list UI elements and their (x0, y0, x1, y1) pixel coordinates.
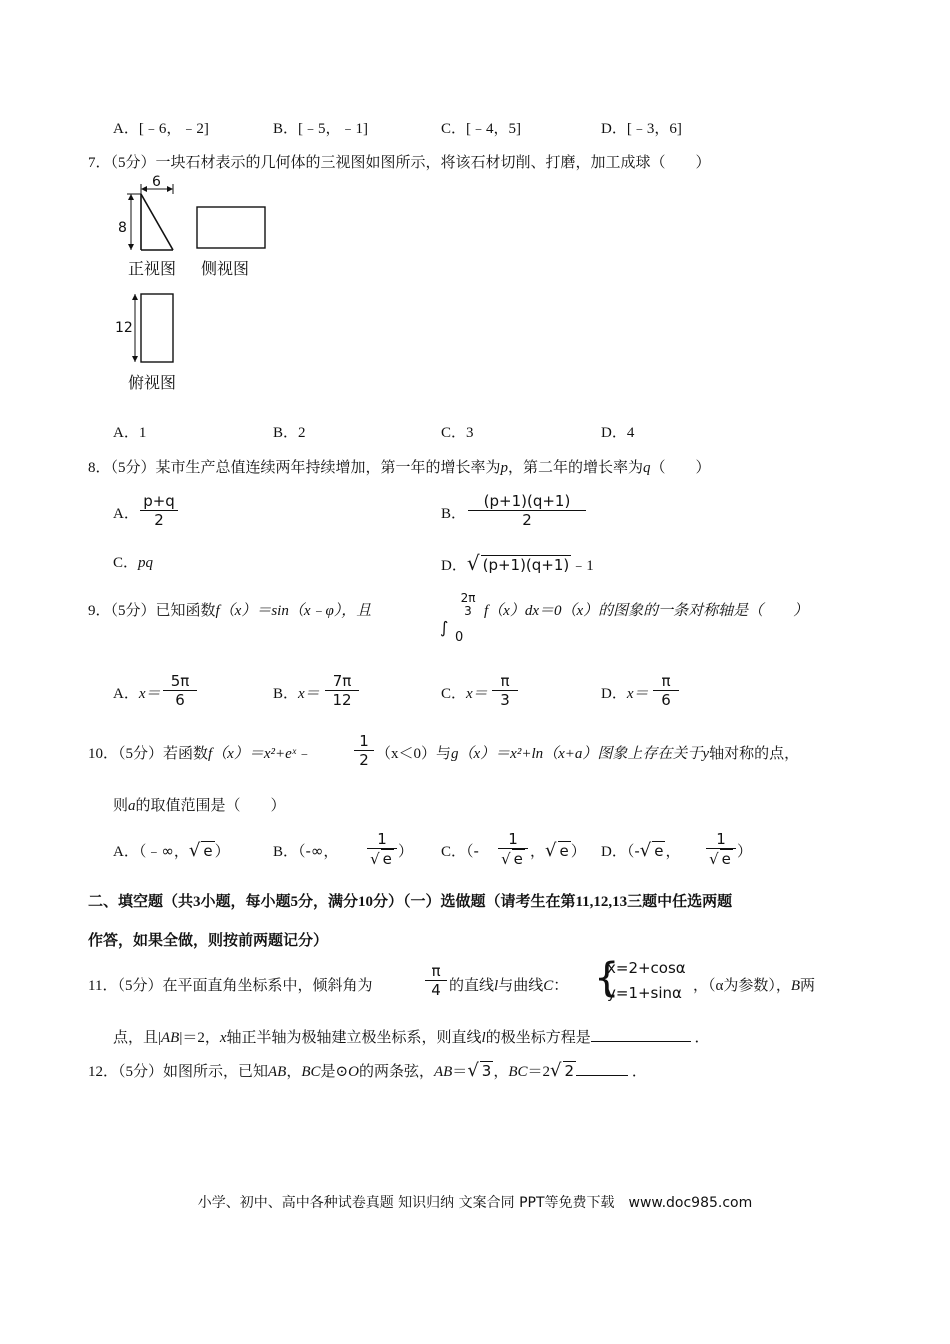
q10-d-num: 1 (716, 830, 726, 848)
footer-text: 小学、初中、高中各种试卷真题 知识归纳 文案合同 PPT等免费下载 www.doc985.com (197, 1195, 753, 1211)
q10-half-num: 1 (359, 732, 369, 750)
q8-option-b-label: B． (441, 506, 467, 522)
q10-c-den (498, 849, 528, 868)
sqrt-icon: √ (709, 850, 719, 868)
q10-b-num: 1 (377, 830, 387, 848)
q10-b-label: B． (273, 844, 299, 860)
q8-stem (88, 456, 711, 477)
q10-option-b-close: ） (398, 844, 414, 860)
q8-option-d (441, 551, 594, 575)
q8-a-numerator: p+q (143, 492, 175, 510)
q10-b-den (367, 849, 397, 868)
q10-c-radicand: e (559, 842, 569, 860)
q10-half-den: 2 (359, 751, 369, 769)
q9-option-c-fraction (492, 672, 518, 709)
q9-integral-expr: f（x）dx＝0（x）的图象的一条对称轴是（ ） (484, 603, 809, 619)
sqrt-icon: √ (466, 551, 480, 575)
sqrt-icon: √ (639, 840, 652, 861)
side-view-shape (197, 207, 265, 248)
q7-option-a: A．1 (113, 425, 147, 441)
q11-angle-fraction (425, 962, 447, 999)
q10-d-den-radicand: e (721, 850, 731, 868)
q11-stem-curve: 与曲线 (498, 978, 544, 994)
q9-b-label: B． (273, 686, 299, 702)
q6-option-d: D．[﹣3，6] (601, 121, 682, 137)
q9-d-var: x＝ (626, 686, 649, 702)
q9-c-var: x＝ (466, 686, 488, 702)
q8-var-q: q (643, 460, 651, 476)
q9-stem-a (88, 599, 371, 620)
q9-stem-b (484, 599, 808, 620)
q11-stem-two: 两 (800, 978, 816, 994)
q10-option-a (113, 840, 230, 861)
q9-b-num: 7π (332, 672, 352, 690)
q12-stem-c: 的两条弦， (358, 1064, 434, 1080)
q11-var-AB: AB (161, 1030, 180, 1046)
q10-b-den-radicand: e (382, 850, 392, 868)
q11-stem-colon: ： (553, 978, 569, 994)
q10-c-close: ） (570, 844, 586, 860)
q10-stem-line1-a (88, 742, 311, 763)
q10-stem-suffix: 轴对称的点， (709, 746, 800, 762)
q7-dim-8: 8 (118, 220, 127, 236)
q10-var-y: y (702, 746, 710, 762)
integral-icon: ∫ (440, 618, 449, 637)
q12-var-O: O (348, 1064, 359, 1080)
q11-eq1: x=2+cosα (607, 959, 686, 977)
q11-line2-d: 的极坐标方程是 (485, 1030, 591, 1046)
q9-option-b-fraction (325, 672, 359, 709)
q10-d-label: D． (601, 844, 627, 860)
q12-end: ． (631, 1064, 647, 1080)
q10-option-c-fraction (498, 830, 528, 868)
q10-option-b-fraction (367, 830, 397, 868)
q10-c-den-radicand: e (513, 850, 523, 868)
q8-option-d-tail: ﹣1 (571, 558, 594, 574)
q6-option-a: A．[﹣6，﹣2] (113, 121, 209, 137)
q10-c-text: （- (466, 842, 479, 860)
q9-b-den: 12 (332, 691, 352, 709)
q9-d-den: 6 (661, 691, 671, 709)
q8-option-c (113, 551, 153, 572)
q8-b-denominator: 2 (522, 511, 532, 529)
q10-option-b-prefix (273, 840, 338, 861)
sqrt-icon: √ (545, 840, 557, 861)
q10-d-radicand: e (654, 842, 664, 860)
q10-half-fraction (354, 732, 374, 769)
q11-end: ． (694, 1030, 710, 1046)
q12-stem-a: 12．（5分）如图所示，已知 (88, 1064, 269, 1080)
q10-var-a: a (128, 798, 136, 814)
q11-line2-c: 轴正半轴为极轴建立极坐标系，则直线 (226, 1030, 482, 1046)
q10-c-label: C． (441, 844, 467, 860)
q12-rad2: 2 (564, 1062, 575, 1080)
q12-sep: ， (286, 1064, 302, 1080)
q9-d-num: π (661, 672, 671, 690)
q12-eq2: ＝2 (527, 1064, 551, 1080)
sqrt-icon: √ (550, 1060, 562, 1081)
q10-a-text: （﹣∞， (138, 842, 189, 860)
q8-stem-c: （ ） (650, 460, 711, 476)
q10-stem-line2 (113, 794, 286, 815)
q7-side-view-label: 侧视图 (201, 259, 250, 278)
q11-var-l2: l (481, 1030, 486, 1046)
q10-stem-line1-b (376, 742, 799, 763)
q12-sep2: ， (493, 1064, 509, 1080)
q11-line2-b: |＝2， (179, 1030, 220, 1046)
left-brace-icon: { (594, 955, 620, 1001)
q12-stem-b: 是⊙ (320, 1064, 349, 1080)
q10-a-close: ） (214, 844, 230, 860)
q9-option-d-label (601, 682, 649, 703)
q11-angle-den: 4 (431, 981, 441, 999)
q10-option-d-fraction (706, 830, 736, 868)
q10-d-text: （- (626, 842, 640, 860)
q10-a-label: A． (113, 844, 139, 860)
q8-option-b-fraction (468, 492, 586, 529)
q10-d-mid: ， (665, 842, 681, 860)
q8-a-denominator: 2 (154, 511, 164, 529)
q10-stem-mid: （x＜0）与 (376, 746, 452, 762)
sqrt-icon: √ (501, 850, 511, 868)
sqrt-icon: √ (370, 850, 380, 868)
q7-stem: 7．（5分）一块石材表示的几何体的三视图如图所示，将该石材切削、打磨，加工成球（ ） (88, 155, 711, 171)
q10-option-c-prefix (441, 840, 479, 861)
q10-c-mid: ， (530, 842, 546, 860)
q9-b-var: x＝ (298, 686, 320, 702)
three-view-diagram (113, 180, 273, 395)
q9-a-var: x＝ (138, 686, 161, 702)
q12-eq1: ＝ (452, 1064, 468, 1080)
q11-stem-line2 (113, 1026, 710, 1047)
q11-stem-b (449, 974, 568, 995)
q11-stem-tail (693, 974, 815, 995)
q12-rad1: 3 (481, 1062, 492, 1080)
q11-stem-param: ，（α为参数）， (693, 978, 791, 994)
q8-stem-b: ，第二年的增长率为 (508, 460, 644, 476)
q9-d-label: D． (601, 686, 627, 702)
q10-a-radicand: e (203, 842, 213, 860)
q9-option-c-label (441, 682, 488, 703)
q11-eq2: y=1+sinα (607, 984, 682, 1002)
q9-option-d-fraction (653, 672, 679, 709)
q11-var-C: C (543, 978, 554, 994)
q8-option-a-label: A． (113, 506, 139, 522)
q9-c-den: 3 (500, 691, 510, 709)
q11-var-l: l (494, 978, 499, 994)
q10-line2-suffix: 的取值范围是（ ） (135, 798, 286, 814)
q10-b-text: （-∞， (298, 842, 339, 860)
q9-integral-upper-limit (455, 591, 481, 617)
q7-dim-6: 6 (152, 174, 161, 190)
q9-a-den: 6 (175, 691, 185, 709)
q7-option-b: B．2 (273, 425, 306, 441)
q11-stem-line: 的直线 (449, 978, 495, 994)
q11-answer-blank[interactable] (591, 1027, 691, 1042)
q8-option-c-value: pq (138, 555, 154, 571)
q7-option-c: C．3 (441, 425, 474, 441)
q11-var-B: B (790, 978, 801, 994)
q10-f-expr: f（x）＝x²+eˣ﹣ (208, 746, 312, 762)
front-view-shape (127, 184, 173, 250)
q12-answer-blank[interactable] (576, 1061, 628, 1076)
q9-option-a-label (113, 682, 161, 703)
q7-front-view-label: 正视图 (128, 259, 177, 278)
q8-option-d-label: D． (441, 558, 467, 574)
q9-stem-prefix: 9．（5分）已知函数 (88, 603, 216, 619)
section2-header-line2: 作答，如果全做，则按前两题记分） (88, 933, 329, 949)
q6-option-b: B．[﹣5，﹣1] (273, 121, 368, 137)
q11-line2-a: 点，且| (113, 1030, 162, 1046)
q10-option-d-prefix (601, 840, 681, 861)
q9-a-num: 5π (170, 672, 190, 690)
q8-var-p: p (500, 460, 509, 476)
q9-c-label: C． (441, 686, 467, 702)
q9-function-def: f（x）＝sin（x﹣φ），且 (215, 603, 372, 619)
q10-g-expr: g（x）＝x²+ln（x+a）图象上存在关于 (451, 746, 703, 762)
q9-upper-num: 2π (460, 591, 476, 605)
q11-stem-a: 11．（5分）在平面直角坐标系中，倾斜角为 (88, 978, 373, 994)
q8-option-c-label: C． (113, 555, 139, 571)
top-view-shape (132, 294, 173, 362)
q8-option-a-fraction (140, 492, 178, 529)
q8-stem-a: 8．（5分）某市生产总值连续两年持续增加，第一年的增长率为 (88, 460, 501, 476)
q6-option-c: C．[﹣4，5] (441, 121, 521, 137)
sqrt-icon: √ (467, 1060, 479, 1081)
q8-option-d-radicand: (p+1)(q+1) (482, 556, 570, 574)
q11-var-x: x (219, 1030, 227, 1046)
q10-c-num: 1 (508, 830, 518, 848)
q10-d-den (706, 849, 736, 868)
q10-line2-prefix: 则 (113, 798, 129, 814)
q8-b-numerator: (p+1)(q+1) (483, 492, 571, 510)
q12-stem (88, 1060, 647, 1081)
q11-angle-num: π (431, 962, 441, 980)
q7-dim-12: 12 (115, 320, 133, 336)
q9-option-a-fraction (163, 672, 197, 709)
q10-stem-prefix: 10．（5分）若函数 (88, 746, 209, 762)
q12-var-BC2: BC (508, 1064, 528, 1080)
q9-c-num: π (500, 672, 510, 690)
sqrt-icon: √ (188, 840, 201, 861)
section2-header-line1: 二、填空题（共3小题，每小题5分，满分10分）（一）选做题（请考生在第11,12,13三题中任选两题 (88, 894, 733, 910)
q9-option-b-label (273, 682, 320, 703)
q7-top-view-label: 俯视图 (128, 373, 177, 392)
q9-integral-lower-limit: 0 (455, 630, 464, 645)
q9-a-label: A． (113, 686, 139, 702)
q12-var-AB: AB (268, 1064, 287, 1080)
q10-option-d-close: ） (737, 844, 753, 860)
q7-option-d: D．4 (601, 425, 635, 441)
q7-three-view-figure (113, 174, 273, 395)
q12-var-AB2: AB (433, 1064, 453, 1080)
q12-var-BC: BC (301, 1064, 321, 1080)
q10-option-c-tail (530, 840, 586, 861)
q9-upper-den: 3 (464, 604, 472, 618)
